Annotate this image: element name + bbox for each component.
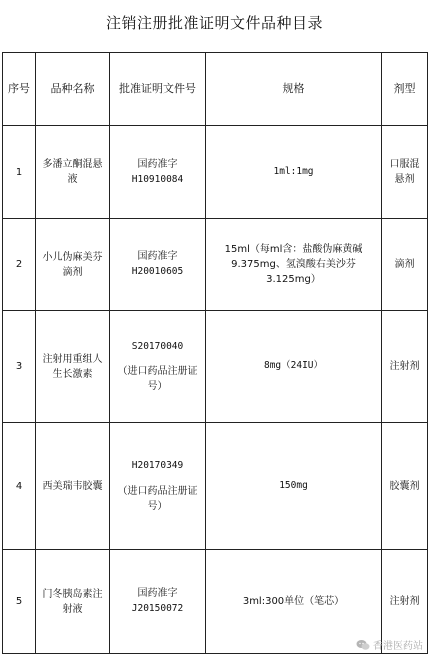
approval-main: 国药准字 [137,251,178,263]
row-approval [110,311,206,423]
row-spec: 3ml:300单位（笔芯） [206,550,382,654]
row-form: 胶囊剂 [382,423,428,550]
header-row [3,53,428,126]
table-row [3,126,428,219]
row-index: 1 [3,126,36,219]
table-row [3,311,428,423]
watermark-text: 香港医药站 [373,641,423,652]
row-approval [110,219,206,311]
row-spec: 15ml（每ml含：盐酸伪麻黄碱9.375mg、氢溴酸右美沙芬3.125mg） [206,219,382,311]
row-form: 注射剂 [382,311,428,423]
row-approval [110,126,206,219]
approval-code: H20170349 [131,460,184,472]
row-form: 滴剂 [382,219,428,311]
row-name: 西美瑞韦胶囊 [36,423,110,550]
row-approval [110,550,206,654]
row-spec: 150mg [206,423,382,550]
header-name: 品种名称 [36,53,110,126]
row-index: 3 [3,311,36,423]
row-name: 小儿伪麻美芬滴剂 [36,219,110,311]
approval-code: S20170040 [131,340,184,352]
row-index: 5 [3,550,36,654]
approval-code: J20150072 [131,603,184,615]
approval-code: H10910084 [131,173,184,185]
page-title: 注销注册批准证明文件品种目录 [105,14,323,32]
row-index: 2 [3,219,36,311]
table-row [3,219,428,311]
header-approval: 批准证明文件号 [110,53,206,126]
row-name: 多潘立酮混悬液 [36,126,110,219]
approval-main: 国药准字 [137,158,178,170]
approval-main: 国药准字 [137,588,178,600]
header-form: 剂型 [382,53,428,126]
approval-code: H20010605 [131,266,184,278]
header-index: 序号 [3,53,36,126]
row-name: 门冬胰岛素注射液 [36,550,110,654]
approval-note: （进口药品注册证号） [117,366,198,393]
header-spec: 规格 [206,53,382,126]
row-spec: 8mg（24IU） [206,311,382,423]
row-form: 注射剂 [382,550,428,654]
watermark [356,637,423,652]
catalog-table [2,52,428,654]
row-spec: 1ml:1mg [206,126,382,219]
table-row [3,423,428,550]
row-form: 口服混悬剂 [382,126,428,219]
wechat-icon [356,639,370,651]
approval-note: （进口药品注册证号） [117,485,198,512]
row-approval [110,423,206,550]
row-name: 注射用重组人生长激素 [36,311,110,423]
row-index: 4 [3,423,36,550]
